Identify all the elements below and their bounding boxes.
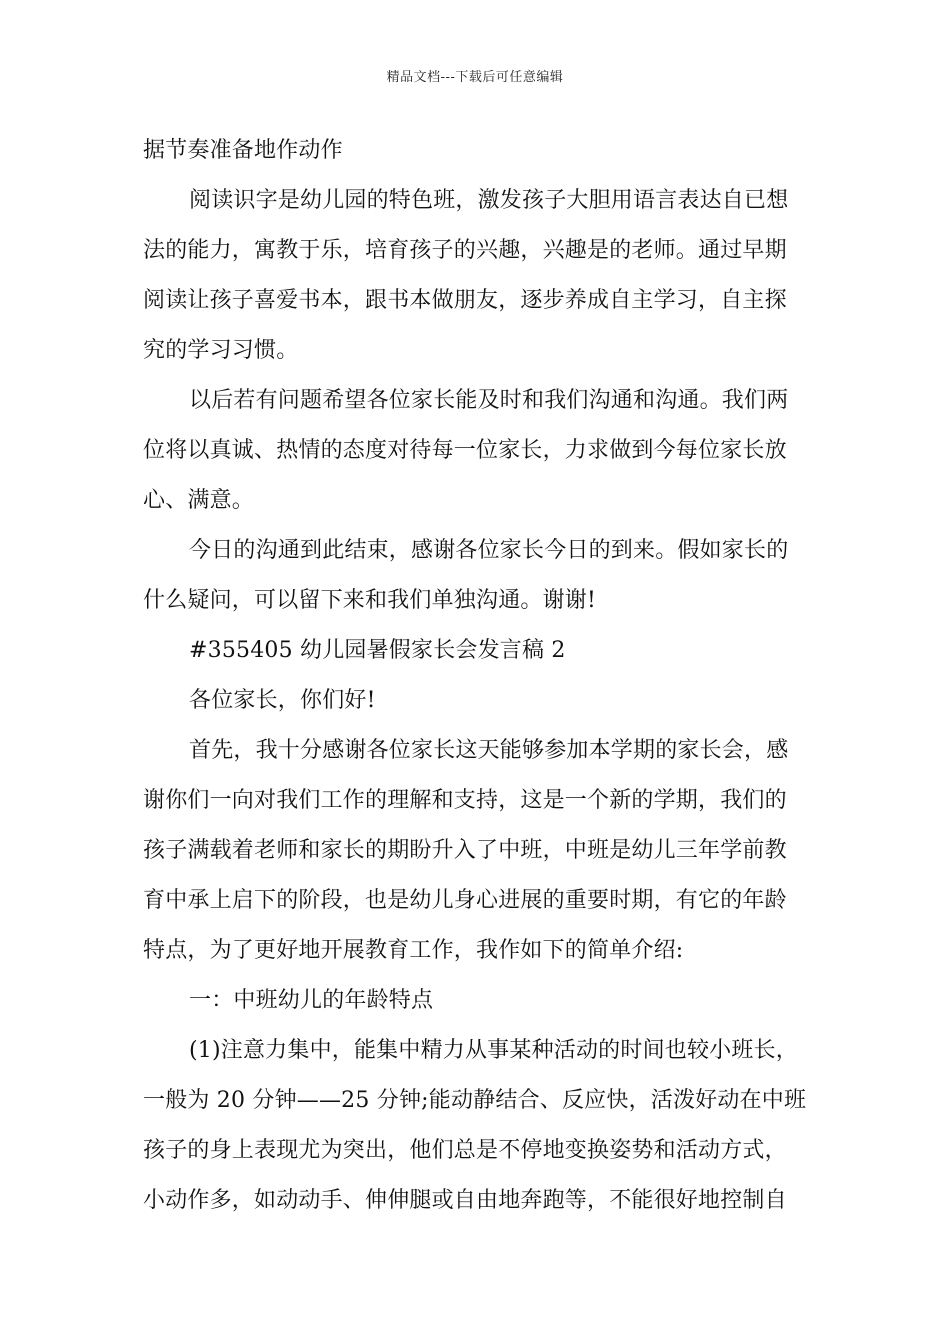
text-line: 阅读识字是幼儿园的特色班，激发孩子大胆用语言表达自已想	[189, 188, 789, 213]
text-line: 一般为 20 分钟——25 分钟;能动静结合、反应快，活泼好动在中班	[143, 1088, 807, 1113]
text-line: 位将以真诚、热情的态度对待每一位家长，力求做到今每位家长放	[143, 438, 787, 463]
text-line: 今日的沟通到此结束，感谢各位家长今日的到来。假如家长的	[189, 538, 789, 563]
document-body	[143, 126, 807, 1226]
text-line: 孩子的身上表现尤为突出，他们总是不停地变换姿势和活动方式，	[143, 1138, 787, 1163]
text-line: 小动作多，如动动手、伸伸腿或自由地奔跑等，不能很好地控制自	[143, 1188, 787, 1213]
text-line: 法的能力，寓教于乐，培育孩子的兴趣，兴趣是的老师。通过早期	[143, 238, 787, 263]
page-header: 精品文档---下载后可任意编辑	[386, 70, 564, 85]
text-line: 育中承上启下的阶段，也是幼儿身心进展的重要时期，有它的年龄	[143, 888, 787, 913]
text-line: 首先，我十分感谢各位家长这天能够参加本学期的家长会，感	[189, 738, 789, 763]
text-line: 据节奏准备地作动作	[143, 138, 343, 163]
text-line: (1)注意力集中，能集中精力从事某种活动的时间也较小班长，	[189, 1038, 798, 1063]
text-line: 以后若有问题希望各位家长能及时和我们沟通和沟通。我们两	[189, 388, 789, 413]
text-line: 阅读让孩子喜爱书本，跟书本做朋友，逐步养成自主学习，自主探	[143, 288, 787, 313]
subheading: 一：中班幼儿的年龄特点	[189, 988, 434, 1013]
text-line: 各位家长，你们好!	[189, 688, 376, 713]
text-line: 谢你们一向对我们工作的理解和支持，这是一个新的学期，我们的	[143, 788, 787, 813]
text-line: 什么疑问，可以留下来和我们单独沟通。谢谢!	[143, 588, 597, 613]
text-line: 心、满意。	[143, 488, 255, 513]
text-line: 究的学习习惯。	[143, 338, 299, 363]
section-title: #355405 幼儿园暑假家长会发言稿 2	[189, 638, 566, 663]
text-line: 孩子满载着老师和家长的期盼升入了中班，中班是幼儿三年学前教	[143, 838, 787, 863]
text-line: 特点，为了更好地开展教育工作，我作如下的简单介绍:	[143, 938, 684, 963]
